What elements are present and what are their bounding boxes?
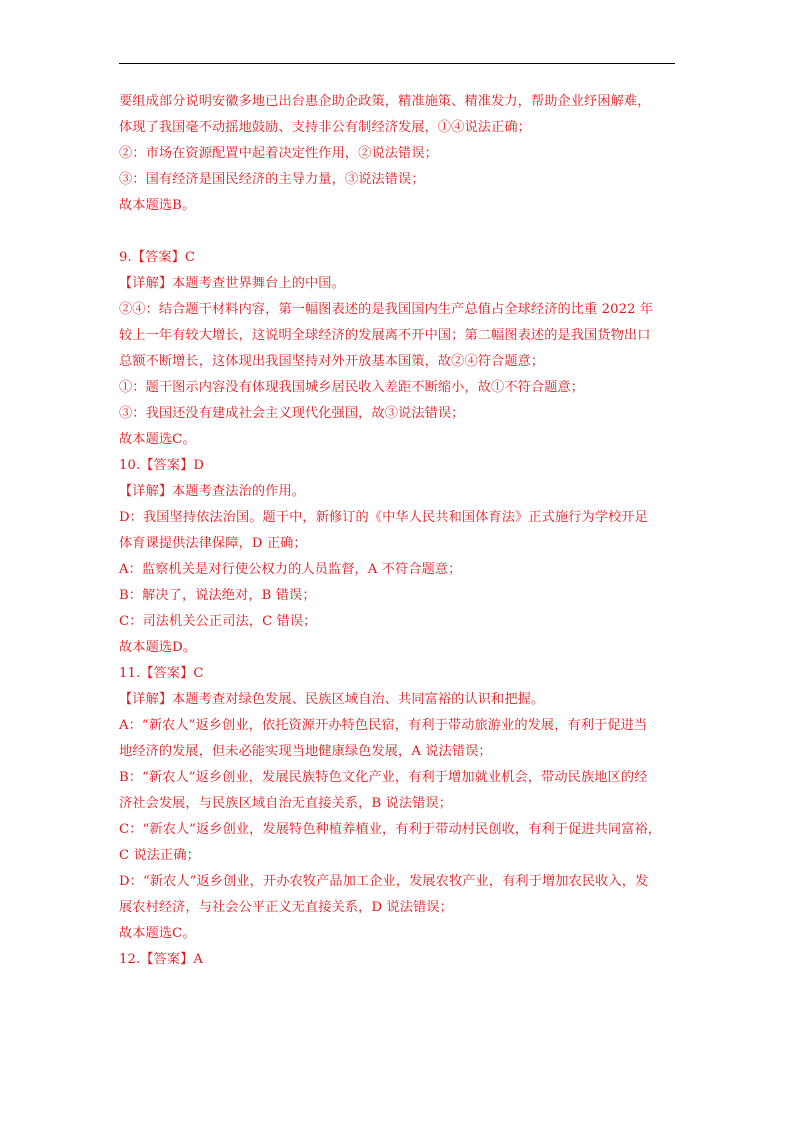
text-line: 故本题选C。 (119, 432, 196, 447)
text-line: 济社会发展，与民族区域自治无直接关系，B 说法错误； (119, 796, 452, 811)
text-line: 地经济的发展，但未必能实现当地健康绿色发展，A 说法错误； (119, 744, 492, 759)
blank-line (119, 222, 681, 248)
text-line: C：司法机关公正司法，C 错误； (119, 614, 317, 629)
text-line: 11.【答案】C (119, 666, 204, 681)
text-line: 10.【答案】D (119, 458, 205, 473)
text-line: B：“新农人”返乡创业，发展民族特色文化产业，有利于增加就业机会，带动民族地区的经 (119, 770, 648, 785)
text-line: B：解决了，说法绝对，B 错误； (119, 588, 316, 603)
text-line: ②：市场在资源配置中起着决定性作用，②说法错误； (119, 146, 438, 161)
text-line: C：“新农人”返乡创业，发展特色种植养植业，有利于带动村民创收，有利于促进共同富裕， (119, 822, 662, 837)
text-line: 【详解】本题考查世界舞台上的中国。 (119, 276, 345, 291)
text-line: A：“新农人”返乡创业，依托资源开办特色民宿，有利于带动旅游业的发展，有利于促进当 (119, 718, 648, 733)
text-line: 9.【答案】C (119, 250, 196, 265)
text-line: 【详解】本题考查对绿色发展、民族区域自治、共同富裕的认识和把握。 (119, 692, 545, 707)
header-rule (119, 63, 675, 64)
text-line: D：我国坚持依法治国。题干中，新修订的《中华人民共和国体育法》正式施行为学校开足 (119, 510, 648, 525)
text-line: 【详解】本题考查法治的作用。 (119, 484, 306, 499)
text-line: D：“新农人”返乡创业，开办农牧产品加工企业，发展农牧产业，有利于增加农民收入，发 (119, 874, 649, 889)
text-line: ③：国有经济是国民经济的主导力量，③说法错误； (119, 172, 425, 187)
text-line: ③：我国还没有建成社会主义现代化强国，故③说法错误； (119, 406, 465, 421)
text-line: 12.【答案】A (119, 952, 204, 967)
text-line: 较上一年有较大增长，这说明全球经济的发展离不开中国；第二幅图表述的是我国货物出口 (119, 328, 651, 343)
text-line: 要组成部分说明安徽多地已出台惠企助企政策，精准施策、精准发力，帮助企业纾困解难， (119, 94, 651, 109)
text-line: 总额不断增长，这体现出我国坚持对外开放基本国策，故②④符合题意； (119, 354, 545, 369)
text-line: 故本题选B。 (119, 198, 196, 213)
text-line: A：监察机关是对行使公权力的人员监督，A 不符合题意； (119, 562, 462, 577)
text-line: 体现了我国毫不动摇地鼓励、支持非公有制经济发展，①④说法正确； (119, 120, 531, 135)
answer-explanation-text (119, 92, 681, 976)
text-line: 展农村经济，与社会公平正义无直接关系，D 说法错误； (119, 900, 453, 915)
text-line: ①：题干图示内容没有体现我国城乡居民收入差距不断缩小，故①不符合题意； (119, 380, 585, 395)
text-line: 故本题选C。 (119, 926, 196, 941)
text-line: 体育课提供法律保障，D 正确； (119, 536, 307, 551)
text-line: 故本题选D。 (119, 640, 197, 655)
text-line: ②④：结合题干材料内容，第一幅图表述的是我国国内生产总值占全球经济的比重 2022 年 (119, 302, 654, 317)
text-line: C 说法正确； (119, 848, 200, 863)
